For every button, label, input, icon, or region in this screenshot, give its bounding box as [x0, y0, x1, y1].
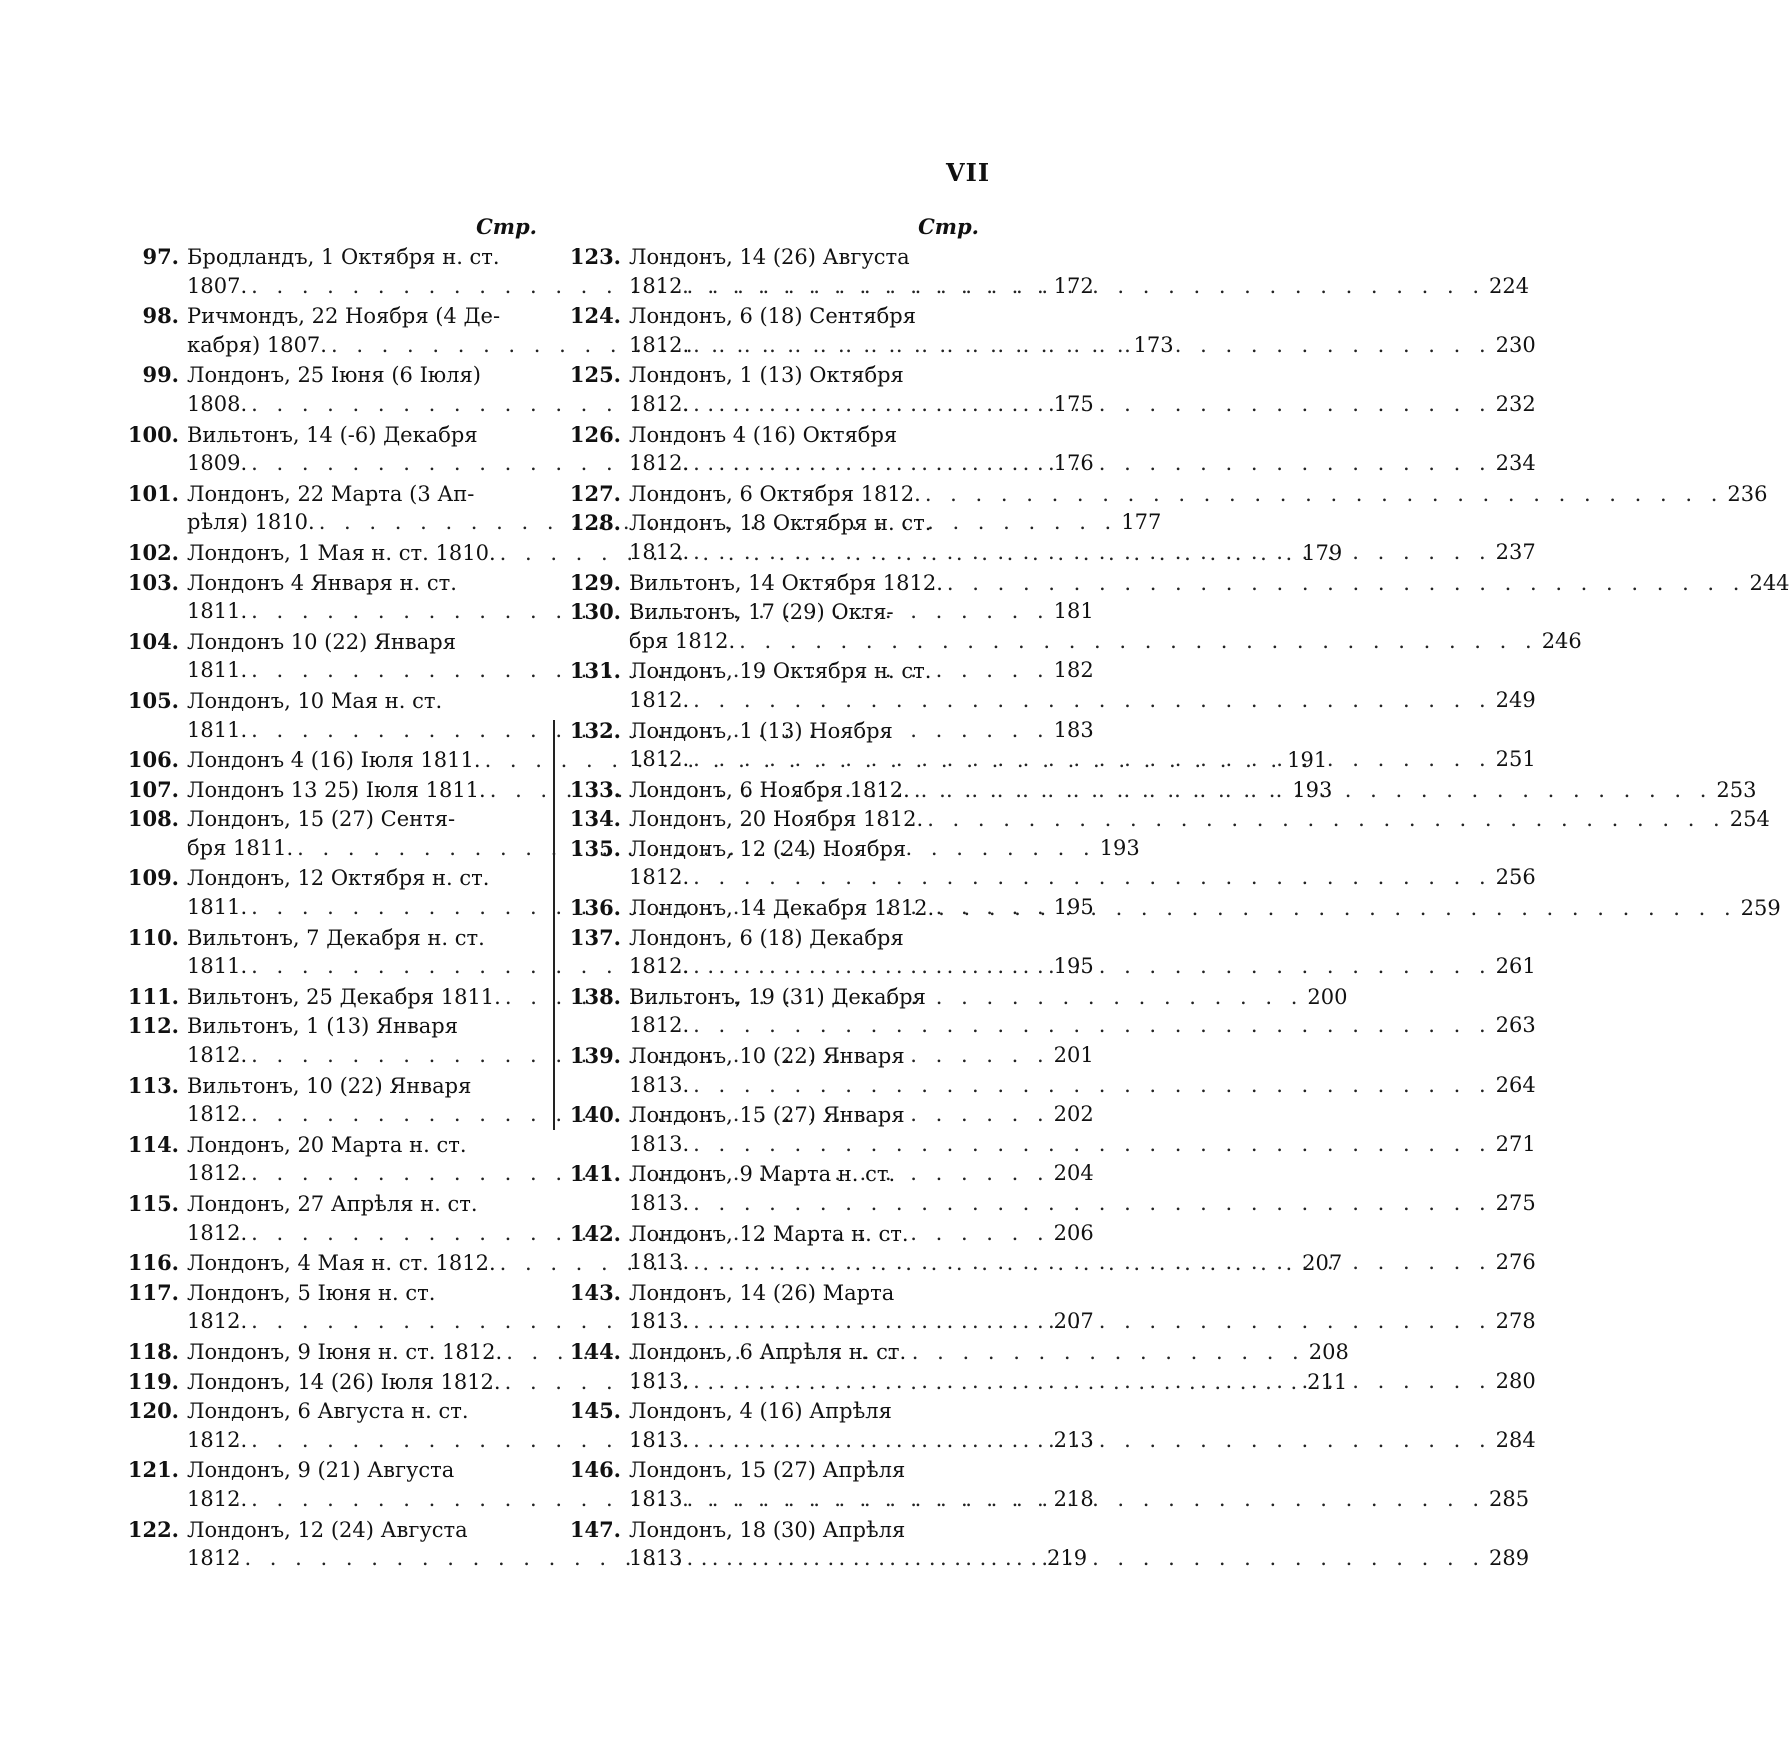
entry-page: 193 [1292, 777, 1333, 802]
toc-entry-line [569, 686, 1536, 716]
entry-page: 213 [1053, 1427, 1094, 1452]
entry-page: 208 [1308, 1339, 1349, 1364]
toc-entry [569, 479, 1768, 509]
toc-entry-line [569, 597, 979, 627]
toc-entry [569, 568, 1790, 598]
toc-entry-line [569, 479, 1768, 509]
entry-number: 119. [127, 1368, 179, 1394]
toc-entry-line [127, 686, 537, 716]
entry-page: 237 [1495, 539, 1536, 564]
leader-dots [693, 331, 1492, 361]
entry-title-text: Вильтонъ, 17 (29) Октя- [629, 600, 894, 625]
toc-entry-line [127, 1130, 537, 1160]
entry-page: 183 [1053, 717, 1094, 742]
entry-number: 127. [569, 480, 621, 506]
entry-title-text: Лондонъ, 18 Октября н. ст. [629, 511, 932, 536]
entry-title-text: Лондонъ, 22 Марта (3 Ап- [187, 481, 475, 506]
entry-number: 125. [569, 362, 621, 388]
entry-number: 144. [569, 1338, 621, 1364]
entry-page: 234 [1495, 451, 1536, 476]
entry-title-text: 1812. [187, 1220, 248, 1245]
toc-entry-line [127, 360, 537, 390]
entry-page: 276 [1495, 1250, 1536, 1275]
entry-number: 139. [569, 1043, 621, 1069]
entry-title-text: Лондонъ, 6 Апрѣля н. ст. [629, 1339, 907, 1364]
entry-page: 175 [1053, 391, 1094, 416]
toc-entry-line [569, 1011, 1536, 1041]
toc-entry-line [127, 1189, 537, 1219]
entry-number: 142. [569, 1220, 621, 1246]
entry-page: 200 [1307, 984, 1348, 1009]
toc-entry-line [127, 1396, 537, 1426]
toc-entry-line [127, 420, 537, 450]
entry-title-text: Лондонъ, 15 (27) Сентя- [187, 807, 456, 832]
entry-number: 133. [569, 776, 621, 802]
leader-dots [927, 805, 1726, 835]
entry-number: 124. [569, 303, 621, 329]
toc-entry-line [569, 508, 979, 538]
entry-number: 145. [569, 1398, 621, 1424]
entry-title-text: 1812. [187, 1486, 248, 1511]
entry-page: 207 [1302, 1251, 1343, 1276]
entry-page: 251 [1495, 747, 1536, 772]
entry-title-text: Лондонъ, 6 (18) Сентября [629, 304, 916, 329]
toc-entry-line [569, 1455, 979, 1485]
toc-entry-line [127, 568, 537, 598]
leader-dots [686, 272, 1485, 302]
entry-title-text: Ричмондъ, 22 Ноября (4 Де- [187, 304, 501, 329]
entry-page: 280 [1495, 1368, 1536, 1393]
entry-page: 246 [1541, 628, 1582, 653]
entry-page: 230 [1495, 332, 1536, 357]
entry-title-text: бря 1811. [187, 835, 294, 860]
entry-title-text: 1813. [629, 1368, 690, 1393]
leader-dots [686, 1485, 1485, 1515]
entry-page: 284 [1495, 1427, 1536, 1452]
entry-title-text: 1813. [629, 1072, 690, 1097]
entry-title-text: Лондонъ, 9 Марта н. ст. [629, 1162, 896, 1187]
entry-title-text: Лондонъ, 6 Ноября 1812. [629, 777, 910, 802]
entry-page: 177 [1121, 510, 1162, 535]
entry-page: 195 [1053, 895, 1094, 920]
entry-page: 275 [1495, 1191, 1536, 1215]
entry-page: 176 [1053, 451, 1094, 476]
entry-number: 136. [569, 895, 621, 921]
entry-number: 137. [569, 924, 621, 950]
entry-title-text: Лондонъ 13 25) Іюля 1811. [187, 777, 486, 802]
entry-title-text: Вильтонъ, 14 (-6) Декабря [187, 422, 478, 447]
entry-title-text: 1812. [187, 1161, 248, 1186]
entry-title-text: 1813. [629, 1309, 690, 1334]
toc-entry [569, 597, 1582, 656]
entry-number: 114. [127, 1131, 179, 1157]
entry-title-text: Лондонъ 4 (16) Октября [629, 422, 898, 447]
entry-title-text: 1811. [187, 717, 248, 742]
entry-number: 138. [569, 983, 621, 1009]
entry-title-text: Вильтонъ, 7 Декабря н. ст. [187, 925, 485, 950]
entry-title-text: Лондонъ, 4 Мая н. ст. 1812. [187, 1251, 496, 1276]
toc-entry-line [569, 1130, 1536, 1160]
entry-page: 278 [1495, 1309, 1536, 1334]
leader-dots [693, 745, 1492, 775]
entry-number: 123. [569, 244, 621, 269]
entry-title-text: 1813 [629, 1486, 683, 1511]
entry-title-text: 1812. [187, 1427, 248, 1452]
entry-page: 204 [1053, 1161, 1094, 1186]
entry-number: 132. [569, 717, 621, 743]
toc-entry-line [127, 479, 537, 509]
entry-title-text: 1812. [629, 1013, 690, 1038]
entry-page: 271 [1495, 1131, 1536, 1156]
entry-page: 207 [1053, 1309, 1094, 1334]
toc-entry-line [569, 1337, 979, 1367]
entry-title-text: Лондонъ, 14 Декабря 1812. [629, 896, 935, 921]
entry-number: 141. [569, 1161, 621, 1187]
entry-page: 285 [1489, 1486, 1530, 1511]
entry-number: 101. [127, 480, 179, 506]
entry-title-text: Лондонъ, 12 Октября н. ст. [187, 866, 490, 891]
leader-dots [686, 1544, 1485, 1574]
entry-title-text: 1809. [187, 451, 248, 476]
entry-title-text: Лондонъ, 5 Іюня н. ст. [187, 1280, 436, 1305]
entry-title-text: Лондонъ, 4 (16) Апрѣля [629, 1399, 892, 1424]
entry-number: 99. [142, 362, 179, 388]
entry-title-text: 1812. [629, 687, 690, 712]
entry-page: 172 [1053, 273, 1094, 298]
entry-page: 191 [1287, 748, 1328, 773]
entry-title-text: 1812. [629, 539, 690, 564]
entry-title-text: 1811. [187, 658, 248, 683]
entry-title-text: Вильтонъ, 1 (13) Января [187, 1014, 458, 1039]
leader-dots [938, 894, 1737, 924]
toc-entry-line [569, 1100, 979, 1130]
toc-entry-line [127, 804, 537, 834]
entry-page: 253 [1716, 777, 1757, 802]
entry-title-text: Лондонъ, 18 (30) Апрѣля [629, 1517, 906, 1542]
toc-entry-line [127, 1278, 537, 1308]
leader-dots [693, 863, 1492, 893]
toc-entry-line [569, 1041, 979, 1071]
entry-title-text: Лондонъ, 1 Мая н. ст. 1810. [187, 540, 496, 565]
toc-entry-line [569, 923, 979, 953]
toc-entry-line [127, 1515, 537, 1545]
entry-number: 110. [127, 924, 179, 950]
toc-entry-line [569, 1071, 1536, 1101]
entry-title-text: Лондонъ 4 Января н. ст. [187, 570, 457, 595]
leader-dots [693, 449, 1492, 479]
leader-dots [693, 1011, 1492, 1041]
entry-title-text: Бродландъ, 1 Октября н. ст. [187, 245, 500, 269]
toc-entry-line [569, 804, 1770, 834]
entry-number: 121. [127, 1457, 179, 1483]
entry-number: 130. [569, 599, 621, 625]
entry-title-text: 1812. [629, 865, 690, 890]
toc-entry-line [569, 834, 979, 864]
toc-entry-line [569, 1219, 979, 1249]
toc-entry-line [127, 627, 537, 657]
column-divider [553, 720, 555, 1130]
entry-title-text: 1813. [629, 1250, 690, 1275]
entry-title-text: Лондонъ, 9 Іюня н. ст. 1812. [187, 1339, 503, 1364]
entry-title-text: 1812. [629, 332, 690, 357]
toc-entry-line [569, 568, 1790, 598]
entry-page: 254 [1729, 807, 1770, 832]
leader-dots [693, 1071, 1492, 1101]
entry-page: 289 [1489, 1546, 1530, 1571]
page-number: VII [946, 158, 991, 187]
entry-number: 115. [127, 1191, 179, 1216]
entry-title-text: 1812. [629, 954, 690, 979]
entry-number: 106. [127, 747, 179, 773]
entry-number: 105. [127, 687, 179, 713]
entry-title-text: 1812. [629, 451, 690, 476]
entry-title-text: Вильтонъ, 10 (22) Января [187, 1073, 472, 1098]
entry-page: 256 [1495, 865, 1536, 890]
entry-title-text: 1812 [629, 273, 683, 298]
entry-number: 146. [569, 1457, 621, 1483]
entry-title-text: 1813. [629, 1427, 690, 1452]
entry-title-text: Лондонъ, 9 (21) Августа [187, 1458, 455, 1483]
entry-page: 219 [1047, 1546, 1088, 1571]
entry-number: 117. [127, 1279, 179, 1305]
entry-number: 107. [127, 776, 179, 802]
entry-title-text: Лондонъ, 12 (24) Августа [187, 1517, 468, 1542]
entry-title-text: 1808. [187, 391, 248, 416]
entry-page: 181 [1053, 599, 1094, 624]
entry-number: 111. [127, 983, 179, 1009]
entry-title-text: кабря) 1807. [187, 332, 327, 357]
leader-dots [693, 1130, 1492, 1160]
entry-page: 236 [1727, 481, 1768, 506]
column-header-left: Стр. [476, 214, 537, 239]
entry-page: 249 [1495, 687, 1536, 712]
entry-title-text: Лондонъ, 12 (24) Ноября [629, 836, 907, 861]
entry-page: 195 [1053, 954, 1094, 979]
toc-entry [569, 804, 1770, 834]
entry-page: 224 [1489, 273, 1530, 298]
entry-title-text: 1812. [629, 391, 690, 416]
entry-number: 128. [569, 510, 621, 536]
entry-number: 113. [127, 1072, 179, 1098]
entry-title-text: Лондонъ, 20 Марта н. ст. [187, 1132, 467, 1157]
entry-number: 103. [127, 569, 179, 595]
entry-page: 179 [1302, 540, 1343, 565]
entry-number: 120. [127, 1398, 179, 1424]
entry-title-text: рѣля) 1810. [187, 510, 315, 535]
entry-title-text: Лондонъ, 19 Октября н. ст. [629, 659, 932, 684]
entry-number: 143. [569, 1279, 621, 1305]
entry-title-text: Вильтонъ, 14 Октября 1812. [629, 570, 943, 595]
toc-entry-line [569, 242, 979, 272]
entry-page: 261 [1495, 954, 1536, 979]
toc-entry-line [569, 863, 1536, 893]
toc-entry-line [569, 1515, 979, 1545]
toc-entry-line [569, 656, 979, 686]
entry-title-text: Лондонъ, 25 Іюня (6 Іюля) [187, 363, 481, 388]
entry-title-text: Лондонъ, 15 (27) Января [629, 1103, 905, 1128]
leader-dots [693, 1307, 1492, 1337]
entry-title-text: 1812. [187, 1043, 248, 1068]
toc-entry-line [569, 982, 979, 1012]
toc-entry-line [127, 242, 537, 272]
toc-entry-line [569, 1159, 979, 1189]
entry-title-text: 1813. [629, 1191, 690, 1215]
entry-number: 126. [569, 421, 621, 447]
entry-page: 206 [1053, 1220, 1094, 1245]
entry-title-text: 1812. [629, 747, 690, 772]
entry-number: 129. [569, 569, 621, 595]
entry-title-text: Лондонъ, 12 Марта н. ст. [629, 1221, 909, 1246]
column-header-right: Стр. [918, 214, 979, 239]
leader-dots [693, 538, 1492, 568]
entry-title-text: Лондонъ, 10 Мая н. ст. [187, 688, 443, 713]
entry-page: 218 [1053, 1486, 1094, 1511]
entry-title-text: 1811. [187, 954, 248, 979]
toc-entry-line [127, 1011, 537, 1041]
entry-page: 264 [1495, 1072, 1536, 1097]
leader-dots [693, 390, 1492, 420]
entry-title-text: Вильтонъ, 19 (31) Декабря [629, 984, 926, 1009]
entry-title-text: 1812 [187, 1546, 241, 1571]
toc-entry-line [127, 1071, 537, 1101]
entry-number: 102. [127, 539, 179, 565]
toc-entry-line [569, 1189, 1536, 1219]
leader-dots [914, 776, 1713, 806]
entry-number: 116. [127, 1250, 179, 1276]
toc-entry-line [569, 360, 979, 390]
entry-title-text: 1813 [629, 1546, 683, 1571]
entry-number: 131. [569, 658, 621, 684]
toc-entry-line [569, 1396, 979, 1426]
toc-entry-line [569, 1278, 979, 1308]
entry-page: 201 [1053, 1043, 1094, 1068]
leader-dots [693, 1248, 1492, 1278]
entry-title-text: 1807. [187, 273, 248, 298]
entry-title-text: Лондонъ, 6 Августа н. ст. [187, 1399, 469, 1424]
entry-number: 108. [127, 806, 179, 832]
leader-dots [693, 686, 1492, 716]
leader-dots [739, 627, 1538, 657]
entry-page: 193 [1099, 835, 1140, 860]
entry-number: 104. [127, 628, 179, 654]
entry-page: 182 [1053, 658, 1094, 683]
entry-title-text: 1812. [187, 1309, 248, 1334]
entry-title-text: Лондонъ, 20 Ноября 1812. [629, 807, 924, 832]
entry-page: 232 [1495, 391, 1536, 416]
entry-title-text: Лондонъ, 6 (18) Декабря [629, 925, 904, 950]
leader-dots [693, 1189, 1492, 1219]
entry-page: 211 [1307, 1369, 1348, 1394]
entry-title-text: Лондонъ, 1 (13) Октября [629, 363, 904, 388]
entry-title-text: 1811. [187, 895, 248, 920]
entry-number: 100. [127, 421, 179, 447]
entry-title-text: Лондонъ, 1 (13) Ноября [629, 718, 893, 743]
leader-dots [925, 480, 1724, 510]
leader-dots [693, 952, 1492, 982]
entry-number: 109. [127, 865, 179, 891]
leader-dots [693, 1426, 1492, 1456]
entry-title-text: Лондонъ, 10 (22) Января [629, 1044, 905, 1069]
toc-entry-line [569, 420, 979, 450]
entry-number: 140. [569, 1102, 621, 1128]
entry-title-text: Лондонъ, 14 (26) Іюля 1812. [187, 1369, 501, 1394]
entry-number: 134. [569, 806, 621, 832]
leader-dots [947, 569, 1746, 599]
entry-title-text: Лондонъ 4 (16) Іюля 1811. [187, 748, 481, 773]
entry-title-text: Лондонъ, 27 Апрѣля н. ст. [187, 1192, 478, 1216]
entry-title-text: 1813. [629, 1131, 690, 1156]
entry-title-text: бря 1812. [629, 628, 736, 653]
entry-title-text: Лондонъ, 14 (26) Марта [629, 1280, 895, 1305]
leader-dots [693, 1367, 1492, 1397]
entry-number: 112. [127, 1013, 179, 1039]
entry-title-text: Лондонъ, 14 (26) Августа [629, 245, 910, 269]
entry-page: 263 [1495, 1013, 1536, 1038]
entry-number: 135. [569, 835, 621, 861]
toc-entry-line [127, 1455, 537, 1485]
entry-title-text: 1812. [187, 1102, 248, 1127]
toc-entry-line [569, 627, 1582, 657]
toc-entry-line [127, 923, 537, 953]
entry-page: 202 [1053, 1102, 1094, 1127]
entry-number: 122. [127, 1516, 179, 1542]
toc-entry-line [569, 716, 979, 746]
entry-page: 259 [1740, 896, 1781, 921]
entry-title-text: Лондонъ 10 (22) Января [187, 629, 456, 654]
entry-title-text: Лондонъ, 6 Октября 1812. [629, 481, 921, 506]
entry-title-text: 1811. [187, 599, 248, 624]
entry-page: 173 [1133, 332, 1174, 357]
entry-title-text: Вильтонъ, 25 Декабря 1811. [187, 984, 501, 1009]
entry-number: 97. [142, 244, 179, 269]
toc-entry-line [569, 301, 979, 331]
entry-page: 244 [1749, 570, 1790, 595]
toc-entry-line [127, 863, 537, 893]
entry-title-text: Лондонъ, 15 (27) Апрѣля [629, 1458, 906, 1483]
toc-entry-line [127, 301, 537, 331]
entry-number: 98. [142, 303, 179, 329]
entry-number: 118. [127, 1338, 179, 1364]
entry-number: 147. [569, 1516, 621, 1542]
